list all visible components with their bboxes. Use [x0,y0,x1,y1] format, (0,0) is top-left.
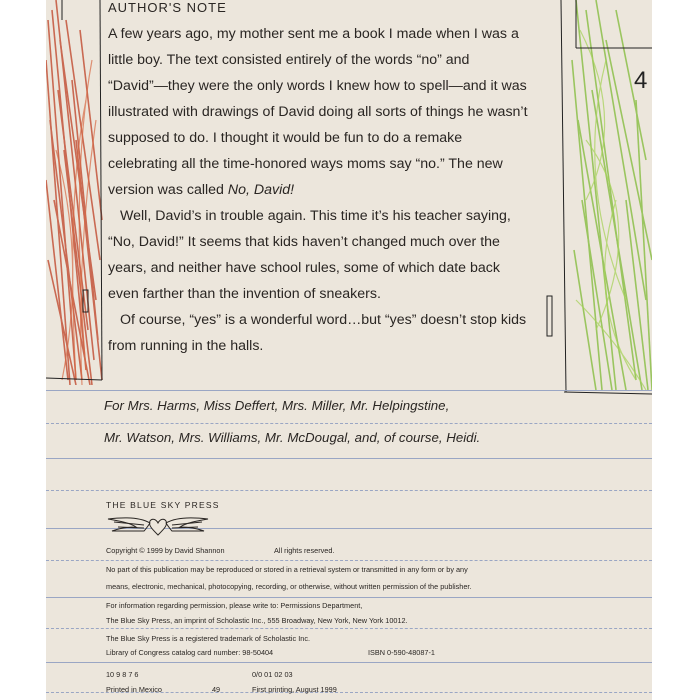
loc-number: Library of Congress catalog card number: 98-50404 [106,648,274,657]
edition-code: 49 [212,685,221,694]
red-crayon-door-illustration [46,0,106,385]
legal-notice-2: means, electronic, mechanical, photocopying, recording, or otherwise, without written permission of the publisher. [106,582,472,591]
ruled-line [46,628,652,629]
ruled-line [46,560,652,561]
author-note-title: AUTHOR'S NOTE [108,0,227,15]
book-title-italic: No, David! [227,182,295,198]
ruled-line [46,597,652,598]
first-printing: First printing, August 1999 [252,685,337,694]
ruled-line [46,423,652,424]
ruled-line [46,458,652,459]
trademark-line: The Blue Sky Press is a registered trademark of Scholastic Inc. [106,634,310,643]
copyright-line: Copyright © 1999 by David Shannon [106,546,225,555]
paragraph-1-text: A few years ago, my mother sent me a book I made when I was a little boy. The text consisted entirely of the words “no” and “David”—they were the only words I knew how to spell—and it was illustrated with drawings of David doing all sorts of things he wasn’t supposed to do. I thought it would be fun to do a remake celebrating all the time-honored ways moms say “no.” The new version was called [108,26,528,198]
book-page [46,0,652,700]
author-note-paragraph-2: Well, David’s in trouble again. This time it’s his teacher saying, “No, David!” It seems that kids haven’t changed much over the years, and neither have school rules, some of which date back even farther than the invention of sneakers. [108,208,511,302]
dedication-line-1: For Mrs. Harms, Miss Deffert, Mrs. Miller, Mr. Helpingstine, [104,398,450,413]
address-line: The Blue Sky Press, an imprint of Scholastic Inc., 555 Broadway, New York, New York 10012. [106,616,408,625]
rights-reserved: All rights reserved. [274,546,335,555]
author-note-paragraph-3: Of course, “yes” is a wonderful word…but “yes” doesn’t stop kids from running in the halls. [108,312,527,354]
author-note-paragraph-1 [108,21,528,203]
isbn: ISBN 0-590-48087-1 [368,648,435,657]
permissions-line: For information regarding permission, please write to: Permissions Department, [106,601,363,610]
legal-notice-1: No part of this publication may be reproduced or stored in a retrieval system or transmitted in any form or by any [106,565,468,574]
ruled-line [46,490,652,491]
print-years: 0/0 01 02 03 [252,670,293,679]
blue-sky-press-logo-icon [106,513,210,539]
ruled-line [46,662,652,663]
green-crayon-door-illustration [516,0,652,395]
print-numbers: 10 9 8 7 6 [106,670,139,679]
publisher-name: THE BLUE SKY PRESS [106,500,220,510]
printed-in: Printed in Mexico [106,685,162,694]
dedication-line-2: Mr. Watson, Mrs. Williams, Mr. McDougal, and, of course, Heidi. [104,430,481,445]
ruled-line [46,390,652,391]
door-number: 4 [634,67,648,94]
